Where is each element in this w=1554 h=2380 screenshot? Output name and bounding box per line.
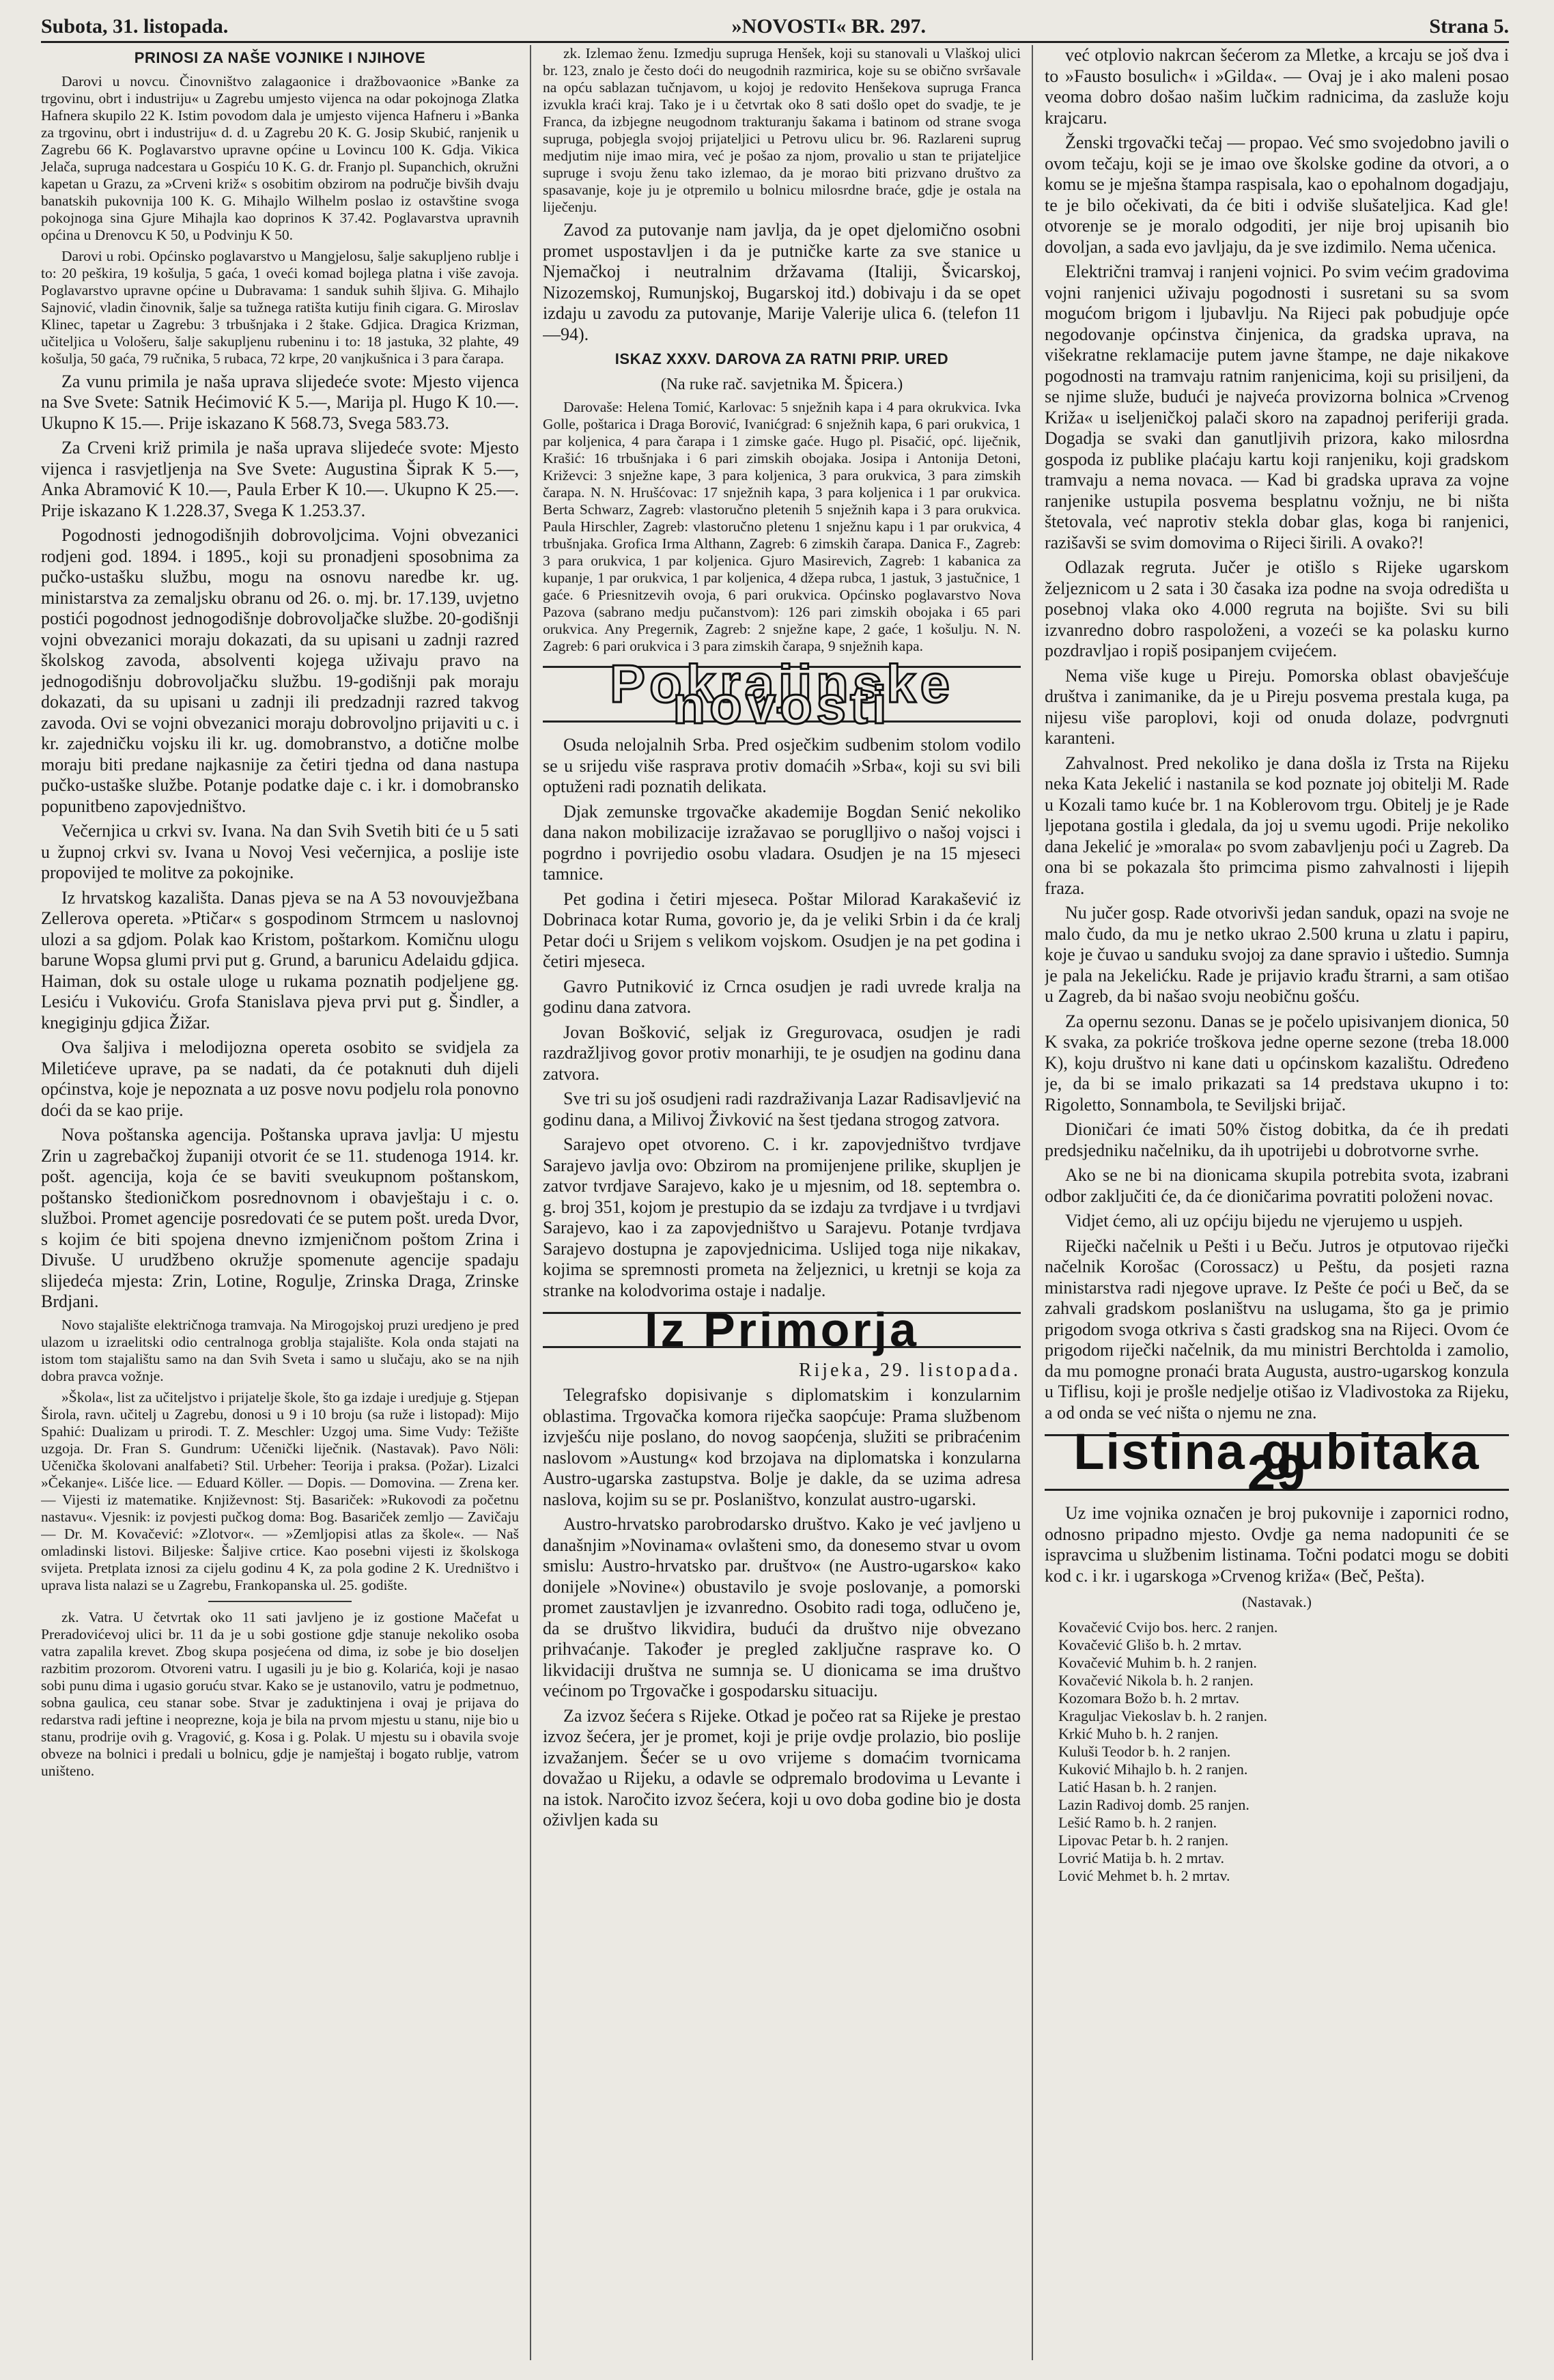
article-sanduk: Nu jučer gosp. Rade otvorivši jedan sanduk, opazi na svoje ne malo čudo, da mu je netko ukrao 2.500 kruna u zlatu i papiru, koje je čuvao u sanduku svojoj za dane spravio i uštedio. Sumnja je pala na Jekelićku. Rade je prijavio krađu štrarni, a sam otišao u Zagreb, da bi našao svoju neobičnu gošću.: [1045, 903, 1509, 1006]
article-operna-sezona: Za opernu sezonu. Danas se je počelo upisivanjem dionica, 50 K svaka, za pokriće troškova jedne operne sezone (treba 18.000 K), koju društvo ni kane dati u općinskom kazalištu. Određeno je, da bi se imalo prikazati sa 14 predstava ukupno i to: Rigoletto, Sonnambola, te Seviljski brijač.: [1045, 1011, 1509, 1115]
list-item: Lazin Radivoj domb. 25 ranjen.: [1058, 1795, 1249, 1813]
article-gavro: Gavro Putniković iz Crnca osudjen je radi uvrede kralja na godinu dana zatvora.: [543, 976, 1021, 1017]
header-paper: »NOVOSTI« BR. 297.: [731, 15, 926, 38]
list-item: Kovačević Nikola b. h. 2 ranjen.: [1058, 1671, 1254, 1689]
paragraph: Darovaše: Helena Tomić, Karlovac: 5 snježnih kapa i 4 para okrukvica. Ivka Golle, poštarica i Draga Borović, Ivanićgrad: 6 snježnih kapa, 6 pari orukvica, 1 par koljenica, 4 para čarapa i 1 zimske gaće. Hugo pl. Pisačić, opć. liječnik, Krašić: 16 trbušnjaka i 6 pari zimskih obojaka. Josipa i Antonija Detoni, Križevci: 3 snježne kape, 3 para koljenica, 3 para orukvica, 3 para zimskih čarapa. N. N. Hrušćovac: 17 snježnih kapa, 3 para koljenica i 1 par orukvica. Berta Schwarz, Zagreb: vlastoručno pletenih 5 snježnih kapa i 3 para orukvica. Paula Hirschler, Zagreb: vlastoručno pletenu 1 snježnu kapu i 1 par orukvica, 4 trbušnjaka. Grofica Irma Althann, Zagreb: 6 zimskih čarapa. Danica F., Zagreb: 3 para orukvica, 1 par koljenica. Gjuro Masirevich, Zagreb: 1 kabanica za kupanje, 1 par orukvica, 1 par koljenica, 4 džepa rubca, 1 jastuk, 3 jastučnice, 1 gaće. 6 Priesnitzevih ovoja, 6 pari orukvica. Općinsko poglavarstvo Nova Pazova (sabrano medju pučanstvom): 126 pari zimskih obojaka i 65 pari orukvica. Any Pregernik, Zagreb: 2 snježne kape, 2 gaće, 1 košulju. N. N. Zagreb: 6 pari orukvica i 3 para zimskih čarapa, 9 snježnih kapa.: [543, 399, 1021, 654]
list-item: Kuluši Teodor b. h. 2 ranjen.: [1058, 1742, 1231, 1760]
article-tramvaj-ranjenici: Električni tramvaj i ranjeni vojnici. Po svim većim gradovima vojni ranjenici uživaju pogodnosti i susretani su sa svom mogućom brigom i ljubavlju. Na Rijeci pak pobudjuje opće negodovanje općinstva činjenica, da gradska uprava, na višekratne reklamacije putem javne štampe, ne daje nikakove pogodnosti na tramvaju ratnim ranjenicima, koji su prisiljeni, da se njime služe, budući je najveća provizorna bolnica »Crvenog Križa« u iseljeničkoj palači skoro na zapadnoj periferiji grada. Dogadja se svaki dan ganutljivih prizora, kako milosrdna gospoda iz publike plaćaju kartu koji ranjeniku, koji gradskom tramvaju a nema novaca. — Kad bi gradska uprava za vojne ranjenike ustupila posvema besplatnu vožnju, ne bi ništa štetovala, već naprotiv stekla dobar glas, koga bi ranjenici, razišavši se svim domovima o Rijeci širili. A ovako?!: [1045, 262, 1509, 552]
article-regruta: Odlazak regruta. Jučer je otišlo s Rijeke ugarskom željeznicom u 2 sata i 30 časaka iza podne na svoja odredišta u posebnoj vlaka oko 4.000 regruta na bojište. Svi su bili izvanredno dobro raspoloženi, a vozeći se ka polasku kurno pozdravljao i ropiš posipanjem cvijećem.: [1045, 557, 1509, 660]
article-lazar: Sve tri su još osudjeni radi razdraživanja Lazar Radisavljević na godinu dana, a Milivoj Živković na šest tjedana strogog zatvora.: [543, 1089, 1021, 1130]
article-listina-intro: Uz ime vojnika označen je broj pukovnije i zapornici rodno, odnosno pripadno mjesto. Ovdje ga nema nadopuniti će se ispravcima u službenim listinama. Točni podatci mogu se dobiti kod c. i kr. i ugarskoga »Crvenog križa« (Beč, Pešta).: [1045, 1503, 1509, 1586]
article-iskaz: [543, 399, 1021, 655]
article-zahvalnost: Zahvalnost. Pred nekoliko je dana došla iz Trsta na Rijeku neka Kata Jekelić i nastanila se kod poznate joj obitelji M. Rade u Kozali tamo kuće br. 1 na Koblerovom trgu. Obitelj je je Rade ljepotana gostila i gledala, da joj u svemu ugodi. Prije nekoliko dana Jekelić je »morala« po svom zabavljenju poći u Zagreb. Da ona bi se pokazala što primcima pismo zahvalnosti i lijepih fraza.: [1045, 753, 1509, 898]
article-skupina: Ako se ne bi na dionicama skupila potrebita svota, izabrani odbor zaključiti će, da će dioničarima povratiti položeni novac.: [1045, 1165, 1509, 1206]
column-2: [543, 45, 1021, 2360]
article-osuda: Osuda nelojalnih Srba. Pred osječkim sudbenim stolom vodilo se u srijedu više rasprava protiv domaćih »Srba«, koji su svi bili optuženi radi poznatih delikata.: [543, 735, 1021, 796]
article-jovan: Jovan Bošković, seljak iz Gregurovaca, osudjen je radi razdražljivog govor protiv monarhiji, te je osudjen na godinu dana zatvora.: [543, 1022, 1021, 1084]
article-tramvaj-stajaliste: Novo stajalište električnoga tramvaja. Na Mirogojskoj pruzi uredjeno je pred ulazom u izraelitski odio centralnoga groblja stajalište. Kola onda stajati na istom tom stajalištu samo na dan Svih Sveta i samo u slučaju, ako se na njih dobra pravca vožnje.: [41, 1316, 519, 1384]
column-3: [1045, 45, 1509, 2360]
list-item: Kraguljac Viekoslav b. h. 2 ranjen.: [1058, 1707, 1268, 1724]
article-heading: ISKAZ XXXV. DAROVA ZA RATNI PRIP. URED: [614, 350, 949, 367]
article-zavod-za-putovanje: Zavod za putovanje nam javlja, da je opet djelomično osobni promet uspostavljen i da je putničke karte za sve stanice u Njemačkoj i neutralnim državama (Italiji, Švicarskoj, Nizozemskoj, Rumunjskoj, Bugarskoj itd.) dobivaju i da se opet izdaju u zavodu za putovanje, Marije Valerije ulica 6. (telefon 11—94).: [543, 220, 1021, 344]
list-item: Kozomara Božo b. h. 2 mrtav.: [1058, 1689, 1239, 1707]
header-page-number: Strana 5.: [1429, 15, 1509, 38]
article-dionicari: Dioničari će imati 50% čistog dobitka, da će ih predati predsjedniku načelniku, da ih upotrijebi u dobrotvorne svrhe.: [1045, 1119, 1509, 1160]
article-pogodnosti: Pogodnosti jednogodišnjih dobrovoljcima. Vojni obvezanici rodjeni god. 1894. i 1895., koji su pronadjeni sposobnima za pučko-ustašku službu, mogu na osnovu naredbe kr. ug. ministarstva za zemaljsku obranu od 26. o. mj. br. 17.139, uvjetno postići pogodnost jednogodišnje dobrovoljačke službe. 20-godišnji vojni obvezanici moraju dokazati, da su upisani u zadnji razred školskog zavoda, absolventi kojega uživaju pravo na jednogodišnju dobrovoljačku službu. 19-godišnji pak moraju dokazati, da su upisani u zadnji ili predzadnji razred takvog zavoda. Ovi se vojni obvezanici moraju dobrovoljno prijaviti u c. i kr. zajedničku vojsku ili kr. ug. domobranstvo, a dotične molbe moraju biti predane najkasnije za četiri tjedna od dana nastupa pučko-ustaške službe. Potanje podatke daje c. i kr. i domobransko popunitbeno zapovjedništvo.: [41, 525, 519, 816]
list-item: Kovačević Glišo b. h. 2 mrtav.: [1058, 1636, 1242, 1653]
article-postanska-agencija: Nova poštanska agencija. Poštanska uprava javlja: U mjestu Zrin u zagrebačkoj županiji otvorit će se 11. studenoga 1914. kr. pošt. agencija, koja će se baviti sveukupnom poštanskom, poštansko štedioničkom posrednovnom i obavještaju i c. o. služboi. Promet agencije posredovati će se putem pošt. ureda Dvor, s kojim će biti spojena dnevno izmjeničnom poštom Zrina i Divuše. U urudžbeno okružje spomenute agencije spadaju slijedeća mjesta: Zrin, Lotine, Rogulje, Zrinska Draga, Zrinske Brdjani.: [41, 1125, 519, 1311]
casualty-list: [1045, 1619, 1509, 1885]
list-item: Lipovac Petar b. h. 2 ranjen.: [1058, 1831, 1229, 1849]
article-bijeda: Vidjet ćemo, ali uz općiju bijedu ne vjerujemo u uspjeh.: [1065, 1211, 1463, 1231]
list-item: Lović Mehmet b. h. 2 mrtav.: [1058, 1866, 1230, 1884]
article-kazaliste-2: Ova šaljiva i melodijozna opereta osobito se svidjela za Miletićeve uprave, pa se nadati, da će potaknuti duh dijeli općinstva, koje je nepoznata a uz posve novu podjelu rola ponovno doći da se kao prije.: [41, 1037, 519, 1120]
header-date: Subota, 31. listopada.: [41, 15, 229, 38]
list-item: Kovačević Muhim b. h. 2 ranjen.: [1058, 1653, 1257, 1671]
list-item: Kuković Mihajlo b. h. 2 ranjen.: [1058, 1760, 1248, 1778]
article-parobrodarsko: Austro-hrvatsko parobrodarsko društvo. Kako je već javljeno u današnjim »Novinama« ovlašteni smo, da donesemo stvar u ovom smislu: Austro-hrvatsko par. društvo« (ne Austro-ugarsko« kako donijele »Novine«) obustavilo je svoje poslovanje, a pomorski promet zaustavljen je izvanredno. Osobito radi toga, odlučeno je, da se društvo likvidira, budući da društvo nije obvezano prihvaćanje. Također je pregled zaključne rasprave ko. O likvidaciji društva ne sumnja se. U dionicama se ima društvo većinom po Trgovačke i gospodarsku situaciju.: [543, 1514, 1021, 1700]
article-djak: Djak zemunske trgovačke akademije Bogdan Senić nekoliko dana nakon mobilizacije izražavao se poruglljivo o našoj vojsci i pogrdno i povrijedio osobu vladara. Osudjen je na 15 mjeseci tamnice.: [543, 801, 1021, 884]
list-item: Lešić Ramo b. h. 2 ranjen.: [1058, 1813, 1217, 1831]
list-item: Latić Hasan b. h. 2 ranjen.: [1058, 1778, 1217, 1795]
article-vunu: Za vunu primila je naša uprava slijedeće svote: Mjesto vijenca na Sve Svete: Satnik Hećimović K 5.—, Marija pl. Hugo K 10.—. Ukupno K 15.—. Prije iskazano K 568.73, Svega 583.73.: [41, 371, 519, 433]
article-zenski-tecaj: Ženski trgovački tečaj — propao. Već smo svojedobno javili o ovom tečaju, koji se je imao ove školske godine da otvori, a o komu se je mješna štampa raspisala, kao o epohalnom dogadjaju, te je bilo očekivati, da će biti i odviše slušateljica. Kad gle! otvorenje se je moralo odgoditi, jer nije broj upisanih bio dovoljan, a sada evo javljaju, da je sve izdimilo. Nema učenica.: [1045, 132, 1509, 257]
article-crveni-kriz: Za Crveni križ primila je naša uprava slijedeće svote: Mjesto vijenca i rasvjetljenja na Sve Svete: Augustina Šiprak K 5.—, Anka Abramović K 10.—, Paula Erber K 10.—. Ukupno K 25.—. Prije iskazano K 1.228.37, Svega K 1.253.37.: [41, 438, 519, 520]
article-secer: Za izvoz šećera s Rijeke. Otkad je počeo rat sa Rijeke je prestao izvoz šećera, jer je promet, koji je prije ovdje prolazio, bio poslije izvažanjem. Šećer se u ovo vrijeme s domaćim tvornicama dovažao u Rijeku, a odavle se odpremalo brodovima u Levante i na istok. Naročito izvoz šećera, koji u ovo doba godine bio je dosta oživljen kada su: [543, 1705, 1021, 1830]
paragraph: zk. Izlemao ženu. Izmedju supruga Henšek, koji su stanovali u Vlaškoj ulici br. 123, znalo je često doći do neugodnih razmirica, koje su se obično svršavale na opću sablazan tučnjavom, u kojoj je redovito Henšekova supruga Franca izvukla kraći kraj. Tako je i u četvrtak oko 8 sati došlo opet do svadje, te je Franca, da izbjegne neugodnom trakturanju šakama i batinom od strane svoga supruga, pobjegla svojoj prijateljici u Petrovu ulicu br. 96. Razlareni suprug medjutim nije imao mira, već je pošao za njom, provalio u stan te prijateljice supruge i svoju ženu tako izlemao, da je morao biti prizvano društvo za spasavanje, koje ju je otpremilo u bolnicu milosrdne braće, gdje je ostala na liječenju.: [543, 45, 1021, 215]
paragraph: Darovi u novcu. Činovništvo zalagaonice i dražbovaonice »Banke za trgovinu, obrt i industriju« u Zagrebu umjesto vijenca na odar pokojnoga Zlatka Hafnera skupilo 22 K. Istim povodom dala je umjesto vijenca Hafneru i »Banka za trgovinu, obrt i industriju« d. d. u Zagrebu 20 K. G. Josip Skubić, ranjenik u Zagrebu 66 K. Poglavarstvo upravne općine u Lovincu 100 K. Gdja. Vikica Jelača, supruga nadcestara u Gospiću 10 K. G. dr. Franjo pl. Supanchich, okružni kapetan u Grazu, za »Crveni križ« s osobitim obzirom na područje bivših dvaju banatskih pukovnija 100 K. G. Mihajlo Wilhelm poslao iz ostavštine svoga pokojnoga sina Gjure Mihajla kao doprinos K 37.42. Poglavarstva upravnih općina u Drenovcu K 50, u Podvinju K 50.: [41, 72, 519, 243]
article-kazaliste: Iz hrvatskog kazališta. Danas pjeva se na A 53 novouvježbana Zellerova opereta. »Ptičar« s gospodinom Strmcem u naslovnoj ulozi a sa gdjom. Polak kao Kristom, poštarkom. Komičnu ulogu barune Wopsa glumi prvi put g. Grund, a barunicu Adelaidu gdjica. Haiman, dok su ostale uloge u rukama poznatih podjeljene gg. Lesiću i Vukoviću. Grofa Stanislava pjeva prvi put g. Šindler, a knegiginju gdjica Žižar.: [41, 887, 519, 1033]
column-rule: [1032, 45, 1033, 2360]
article-secer-cont: već otplovio nakrcan šećerom za Mletke, a krcaju se još dva i to »Fausto bosulich« i »Gilda«. — Ovaj je i ako maleni posao veoma dobro došao našim lučkim radnicima, da zasluže koju krajcaru.: [1045, 45, 1509, 128]
paragraph: Darovi u robi. Općinsko poglavarstvo u Mangjelosu, šalje sakupljeno rublje i to: 20 peškira, 19 košulja, 5 gaća, 1 oveći komad bojlega platna i više zavoja. Poglavarstvo upravne općine u Dubravama: 1 sanduk suhih šljiva. G. Mihajlo Sajnović, vladin činovnik, šalje sa tužnega ratišta kutiju finih cigara. G. Miroslav Klinec, tapetar u Zagrebu: 3 trbušnjaka i 2 štake. Gdjica. Dragica Krizman, učiteljica u Vološeru, šalje sakupljenu rubeninu i to: 18 jastuka, 32 plahte, 49 košulja, 50 gaća, 79 ručnika, 5 rubaca, 72 krpe, 20 vanjkušnica i 3 para čarapa.: [41, 247, 519, 367]
section-banner-listina-gubitaka: Listina gubitaka 29: [1045, 1434, 1509, 1491]
article-subheading: (Na ruke rač. savjetnika M. Špicera.): [660, 375, 903, 393]
separator: [208, 1601, 352, 1602]
section-banner-iz-primorja: Iz Primorja: [543, 1312, 1021, 1348]
list-item: Lovrić Matija b. h. 2 mrtav.: [1058, 1849, 1224, 1866]
article-sarajevo: Sarajevo opet otvoreno. C. i kr. zapovjedništvo tvrdjave Sarajevo javlja ovo: Obzirom na promijenjene prilike, skupljen je zatvor tvrdjave Sarajevo, kako je u mjesnim, od 18. septembra o. g. broj 351, kojom je prestupio da se izdaju za tvrdjave i u tvrdjavi Sarajevo, kao i za zapovjedništvo u Sarajevu. Potanje tvrdjava Sarajevo dostupna je zapovjednicima. Uslijed toga nije nikakav, kojima se spremnosti prometa na željeznici, u kretnji se koja za stranke na kolodvorima ostaje i nadalje.: [543, 1134, 1021, 1300]
article-kuga: Nema više kuge u Pireju. Pomorska oblast obavješćuje društva i zanimanike, da je u Pireju posvema prestala kuga, pa nijesu više paroplovi, koji od onuda dolaze, podvrgnuti karanteni.: [1045, 665, 1509, 748]
section-banner-pokrajinske-novosti: Pokrajinske novosti: [543, 666, 1021, 723]
article-nacelnik: Riječki načelnik u Pešti i u Beču. Jutros je otputovao riječki načelnik Korošac (Corossacz) u Peštu, da posjeti razna ministarstva radi njegove uprave. Iz Pešte će poći u Beč, da se zahvali gradskom poslaništvu na uslugama, što ga je primio prigodom svoga otkriva s časti gradskog sna na Rijeci. Ovom će prigodom riječki načelnik, da mu ministri Berchtolda i zamolio, da mu pomogne pronaći brata Augusta, austro-ugarskog konzula u Tiflisu, koji je prošle nedjelje otišao iz Vladivostoka za Rijeku, a od onda se već ništa o njemu ne zna.: [1045, 1235, 1509, 1423]
column-1: [41, 45, 519, 2360]
list-item: Kovačević Cvijo bos. herc. 2 ranjen.: [1058, 1618, 1278, 1636]
list-item: Krkić Muho b. h. 2 ranjen.: [1058, 1724, 1219, 1742]
article-prinosi: [41, 73, 519, 367]
small-notices: [41, 1317, 519, 1780]
article-heading: PRINOSI ZA NAŠE VOJNIKE I NJIHOVE: [134, 49, 426, 66]
article-karakasevic: Pet godina i četiri mjeseca. Poštar Milorad Karakašević iz Dobrinaca kotar Ruma, govorio je, da je veliki Srbin i da će kralj Petar doći u Srijem s velikom vojskom. Osudjen je na pet godina i četiri mjeseca.: [543, 888, 1021, 971]
article-izlemao-zenu: [543, 45, 1021, 216]
dateline: Rijeka, 29. listopada.: [798, 1359, 1021, 1381]
page-header: [41, 11, 1509, 43]
article-vecernjica: Večernjica u crkvi sv. Ivana. Na dan Svih Svetih biti će u 5 sati u župnoj crkvi sv. Ivana u Novoj Vesi večernjica, a poslije iste propovijed te molitve za pokojnike.: [41, 821, 519, 882]
column-rule: [530, 45, 531, 2360]
article-skola: »Škola«, list za učiteljstvo i prijatelje škole, što ga izdaje i uredjuje g. Stjepan Širola, ravn. učitelj u Zagrebu, donosi u 9 i 10 broju (sa ruže i listopad): Mijo Spahić: Dualizam u prirodi. T. Z. Meschler: Uzgoj uma. Sime Vudy: Težište uzgoja. Dr. Fran S. Gundrum: Učenički liječnik. (Nastavak). Pavo Nöli: Učenička školovani analfabeti? Stil. Urbeher: Teorija i praksa. (Požar). Lizalci »Čekanje«. Lišće lice. — Eduard Köller. — Dopis. — Domovina. — Zrena ker. — Vijesti iz matematike. Književnost: Stj. Basariček: »Rukovodi za početnu nastavu«. Vjesnik: iz povjesti pučkog doma: Bog. Basariček zemljo — Zavičaju — Dr. M. Kovačević: »Zlotvor«. — »Zemljopisi atlas za škole«. — Naš omladinski listovi. Biljeske: Šaljive crtice. Kao posebni vijesti iz školskoga svijeta. Pretplata iznosi za cijelu godinu 4 K, za pola godine 2 K. Uredništvo i uprava lista nalazi se u Zagrebu, Frankopanska ul. 25. godište.: [41, 1388, 519, 1593]
article-telegrafsko: Telegrafsko dopisivanje s diplomatskim i konzularnim oblastima. Trgovačka komora riječka saopćuje: Prama službenom izvješću nije poslano, do novog saopćenja, služiti se pribraćenim naslovom »Austung« kod brzojava na diplomatska i konzularna Austro-ugarska zastupstva. Bolje je dakle, da se uzima adresa naslova, kojim su se pr. Poslaništvo, konzulat austro-ugarski.: [543, 1385, 1021, 1509]
continuation-note: (Nastavak.): [1241, 1593, 1312, 1610]
article-vatra: zk. Vatra. U četvrtak oko 11 sati javljeno je iz gostione Mačefat u Preradovićevoj ulici br. 11 da je u sobi gostione gdje stanuje nekoliko osoba vatra zapalila krevet. Zbog skupa posjećena od dima, iz sobe je bio doseljen razbitim prozorom. Otvoreni vatru. I ugasili ju je bio g. Kolarića, koji je nasao sobi punu dima i ugasio goruću stvar. Kako se je ustanovilo, vatru je podmetnuo, sobna gaulica, ceu stanar sobe. Stvar je zaduktinjena i ovaj je prijava do redarstva radi jeftine i neoprezne, koja je bila na prvom mjestu u stanu, nije bio u stanu, prodrije ovih g. Vragović, g. Kosa i g. Polak. U mjestu su i obavila svoje obveze na bolnici i predali u bolnicu, gdje je namještaj i bogato rublje, vatrom uništeno.: [41, 1608, 519, 1779]
